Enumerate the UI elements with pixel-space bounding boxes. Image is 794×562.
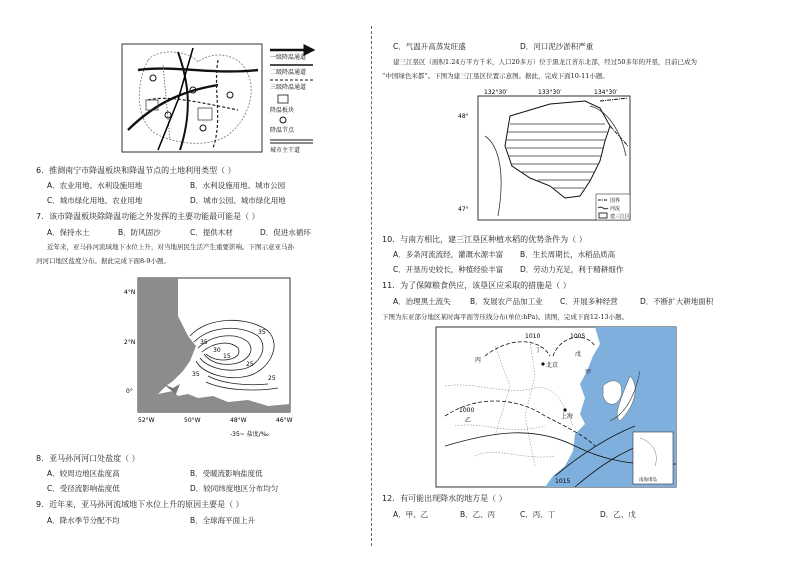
- point-yi: 乙: [465, 417, 472, 424]
- legend-label-3: 三级降温通道: [270, 84, 307, 91]
- salinity-legend: -35~ 盐度/‰: [230, 431, 269, 438]
- q11-option-c[interactable]: C．开展多种经营: [560, 297, 618, 306]
- question-9-stem: 9．近年来，亚马孙河流域地下水位上升的原因主要是（ ）: [36, 500, 244, 509]
- contour-label: 25: [246, 361, 254, 368]
- contour-label: 35: [200, 339, 208, 346]
- intro-8-9-line2: 河河口地区盐度分布。据此完成下面8-9小题。: [36, 257, 170, 265]
- legend-river: 河流: [610, 206, 621, 212]
- point-ding: 丁: [535, 347, 542, 354]
- q7-option-d[interactable]: D．促进水循环: [260, 228, 311, 237]
- q12-option-a[interactable]: A．甲、乙: [393, 510, 429, 519]
- q12-option-b[interactable]: B．乙、丙: [460, 510, 496, 519]
- q11-option-a[interactable]: A．治理黑土流失: [393, 297, 451, 306]
- q8-option-d[interactable]: D．较同纬度地区分布均匀: [190, 484, 279, 493]
- q9-option-b[interactable]: B．全球海平面上升: [190, 516, 256, 525]
- q9-option-a[interactable]: A．降水季节分配不均: [47, 516, 120, 525]
- legend-label-6: 城市主干道: [270, 147, 301, 154]
- q10-option-c[interactable]: C．开垦历史较长，种植经验丰富: [393, 265, 504, 274]
- jiansanjiang-map: [450, 86, 650, 232]
- q10-option-a[interactable]: A．多条河流流经，灌溉水源丰富: [393, 250, 504, 259]
- q12-option-c[interactable]: C．丙、丁: [520, 510, 556, 519]
- intro-10-11-line1: 建三江垦区（面积1.24万平方千米，人口20多万）位于黑龙江省东北部，经过50多年的开垦，目前已成为: [393, 58, 698, 66]
- isobar-1015: 1015: [555, 478, 571, 485]
- point-jia: 甲: [585, 369, 592, 376]
- q9-option-c[interactable]: C．气温升高蒸发旺盛: [393, 42, 466, 51]
- q6-option-b[interactable]: B．水利设施用地、城市公园: [190, 181, 286, 190]
- q10-option-d[interactable]: D．劳动力充足，利于精耕细作: [520, 265, 624, 274]
- top-lon-2: 133°30′: [538, 89, 562, 96]
- isobar-1000: 1000: [459, 407, 475, 414]
- legend-label-5: 降温节点: [270, 127, 295, 134]
- contour-label: 25: [268, 375, 276, 382]
- legend-region: 建三江区: [610, 214, 631, 220]
- amazon-salinity-map: [118, 276, 298, 448]
- q11-option-d[interactable]: D．不断扩大耕地面积: [640, 297, 714, 306]
- legend-label-4: 降温板块: [270, 107, 295, 114]
- point-bing: 丙: [475, 357, 482, 364]
- intro-10-11-line2: “中国绿色米都”。下图为建三江垦区位置示意图。据此，完成下面10-11小题。: [382, 72, 609, 80]
- lat-48: 48°: [458, 113, 469, 120]
- lat-label-0: 0°: [126, 388, 133, 395]
- lon-label-48w: 48°W: [230, 417, 247, 424]
- contour-label: 30: [213, 347, 221, 354]
- question-8-stem: 8．亚马孙河河口处盐度（ ）: [36, 454, 140, 463]
- q8-option-c[interactable]: C．受径流影响盐度低: [47, 484, 120, 493]
- isobar-1010: 1010: [525, 333, 541, 340]
- lat-47: 47°: [458, 206, 469, 213]
- q11-option-b[interactable]: B．发展农产品加工业: [470, 297, 543, 306]
- cooling-channel-map: [118, 40, 322, 158]
- q12-option-d[interactable]: D．乙、戊: [600, 510, 636, 519]
- lon-label-50w: 50°W: [184, 417, 201, 424]
- point-wu: 戊: [575, 351, 582, 358]
- q6-option-a[interactable]: A．农业用地、水利设施用地: [47, 181, 143, 190]
- q7-option-b[interactable]: B．防风固沙: [118, 228, 161, 237]
- question-6-stem: 6．推测南宁市降温板块和降温节点的土地利用类型（ ）: [36, 166, 236, 175]
- q9-option-d[interactable]: D．河口泥沙淤积严重: [520, 42, 594, 51]
- top-lon-1: 132°30′: [484, 89, 508, 96]
- lat-label-2n: 2°N: [124, 339, 136, 346]
- q7-option-c[interactable]: C．提供木材: [190, 228, 233, 237]
- top-lon-3: 134°30′: [594, 89, 618, 96]
- contour-label: 35: [258, 329, 266, 336]
- contour-label: 15: [223, 353, 231, 360]
- q8-option-a[interactable]: A．较周边地区盐度高: [47, 469, 120, 478]
- question-11-stem: 11．为了保障粮食供应，该垦区应采取的措施是（ ）: [382, 281, 571, 290]
- lon-label-46w: 46°W: [276, 417, 293, 424]
- contour-label: 35: [192, 371, 200, 378]
- q10-option-b[interactable]: B．生长周期长，水稻品质高: [520, 250, 616, 259]
- q7-option-a[interactable]: A．保持水土: [47, 228, 90, 237]
- legend-border: 国界: [610, 198, 621, 204]
- q6-option-c[interactable]: C．城市绿化用地、农业用地: [47, 196, 143, 205]
- lon-label-52w: 52°W: [138, 417, 155, 424]
- inset-south-china-sea: 南海诸岛: [639, 478, 657, 483]
- legend-label-1: 一级降温通道: [270, 54, 307, 61]
- question-12-stem: 12．有可能出现降水的地方是（ ）: [382, 494, 507, 503]
- column-divider: [371, 26, 372, 546]
- q6-option-d[interactable]: D．城市公园、城市绿化用地: [190, 196, 286, 205]
- intro-8-9-line1: 近年来，亚马孙河流域地下水位上升，对当地居民生活产生重要影响。下图示意亚马孙: [47, 243, 294, 251]
- city-shanghai: 上海: [561, 413, 574, 420]
- intro-12-13: 下图为东亚部分地区某时海平面等压线分布(单位:hPa)。读图，完成下面12-13小题。: [382, 313, 629, 321]
- legend-label-2: 二级降温通道: [270, 69, 307, 76]
- lat-label-4n: 4°N: [124, 289, 136, 296]
- city-beijing: 北京: [546, 362, 559, 369]
- east-asia-isobar-map: [435, 326, 677, 488]
- isobar-1005: 1005: [570, 333, 586, 340]
- question-10-stem: 10．与南方相比，建三江垦区种植水稻的优势条件为（ ）: [382, 235, 587, 244]
- q8-option-b[interactable]: B．受暖流影响盐度低: [190, 469, 263, 478]
- question-7-stem: 7．该市降温板块除降温功能之外发挥的主要功能最可能是（ ）: [36, 212, 260, 221]
